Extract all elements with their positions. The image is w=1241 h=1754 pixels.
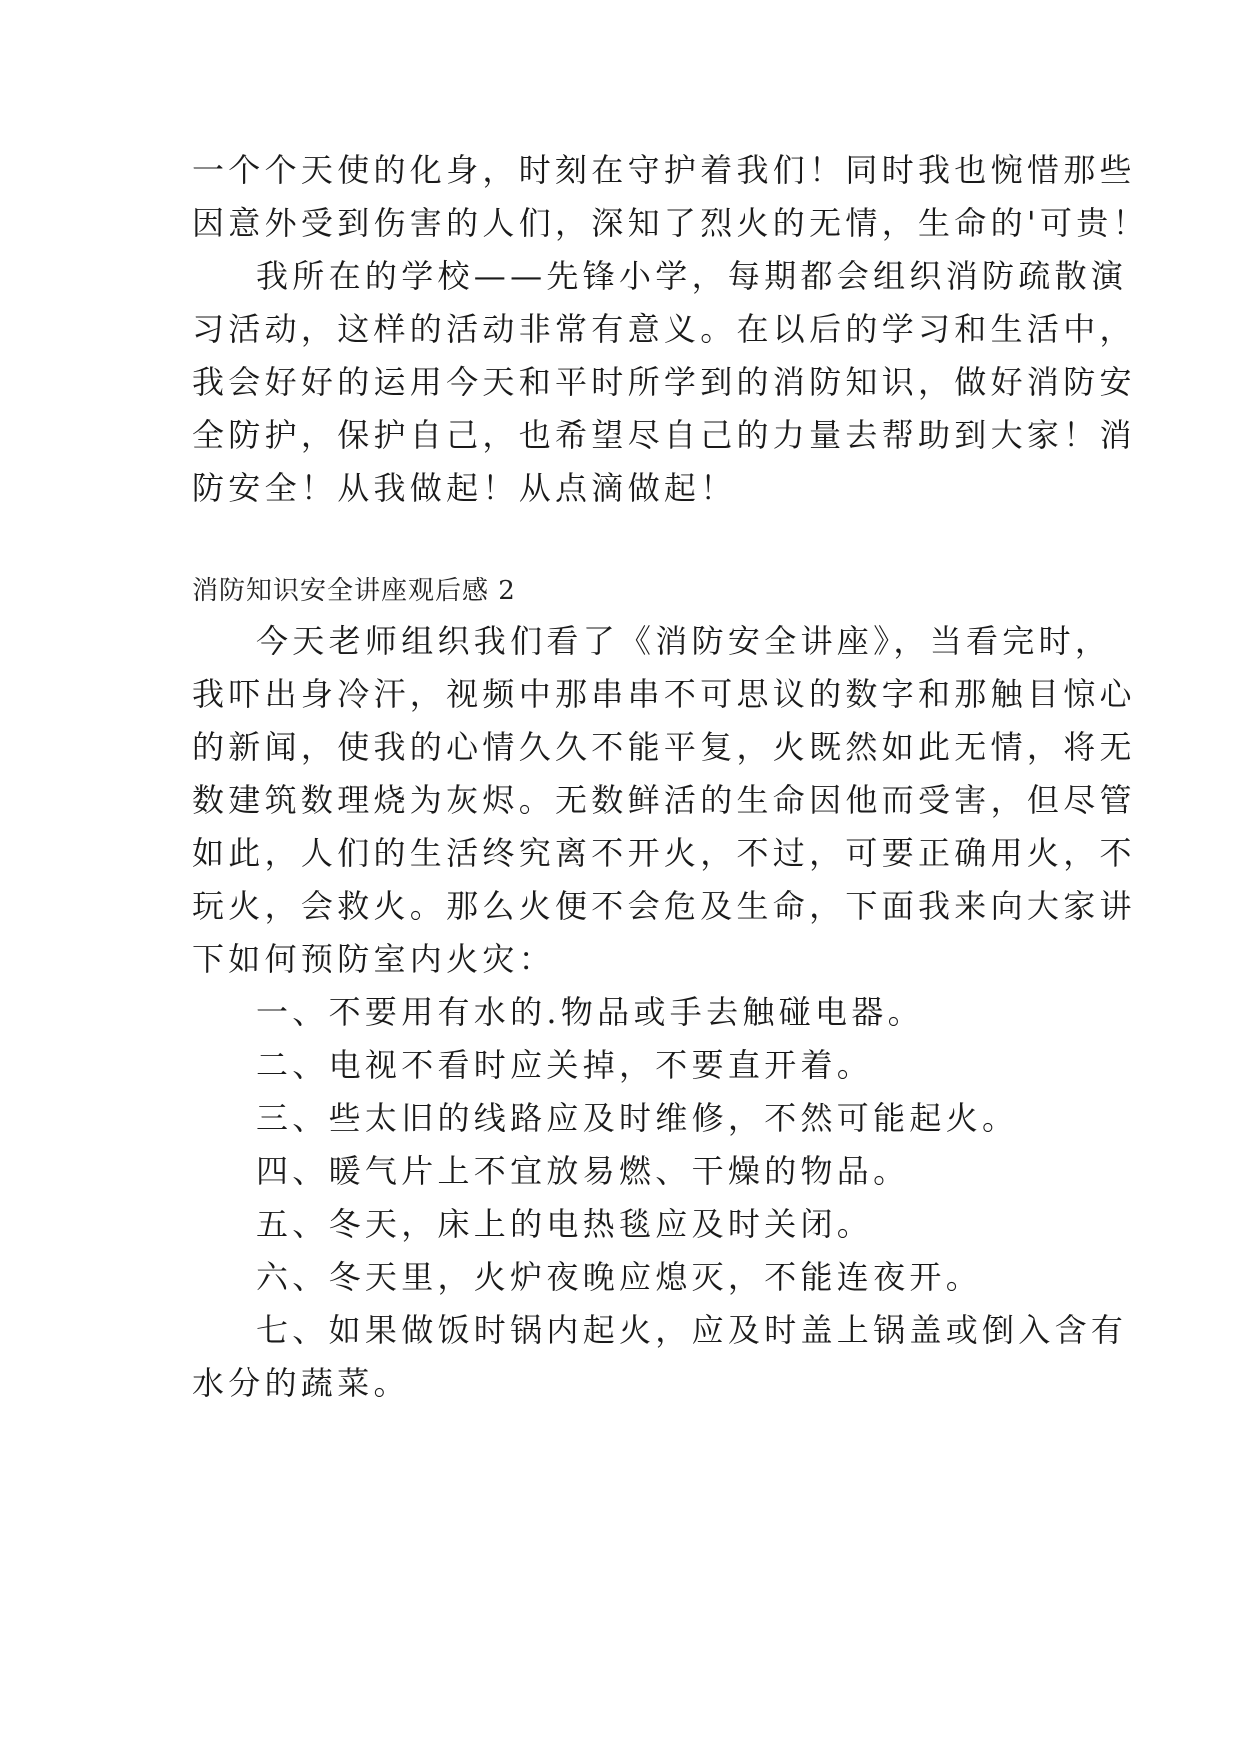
paragraph-line: 我吓出身冷汗，视频中那串串不可思议的数字和那触目惊心 bbox=[192, 675, 1136, 713]
paragraph-line: 全防护，保护自己，也希望尽自己的力量去帮助到大家！消 bbox=[192, 416, 1136, 454]
paragraph-line: 因意外受到伤害的人们，深知了烈火的无情，生命的'可贵！ bbox=[192, 204, 1149, 242]
paragraph-line: 习活动，这样的活动非常有意义。在以后的学习和生活中， bbox=[192, 310, 1136, 348]
paragraph-line: 的新闻，使我的心情久久不能平复，火既然如此无情，将无 bbox=[192, 728, 1136, 766]
list-item: 一、不要用有水的.物品或手去触碰电器。 bbox=[256, 993, 924, 1031]
paragraph-line: 下如何预防室内火灾： bbox=[192, 940, 556, 978]
list-item: 三、些太旧的线路应及时维修，不然可能起火。 bbox=[256, 1099, 1019, 1137]
list-item: 四、暖气片上不宜放易燃、干燥的物品。 bbox=[256, 1152, 910, 1190]
list-item-continuation: 水分的蔬菜。 bbox=[192, 1364, 410, 1402]
paragraph-line: 我会好好的运用今天和平时所学到的消防知识，做好消防安 bbox=[192, 363, 1136, 401]
list-item: 二、电视不看时应关掉，不要直开着。 bbox=[256, 1046, 874, 1084]
paragraph-line: 防安全！从我做起！从点滴做起！ bbox=[192, 469, 737, 507]
paragraph-line: 如此，人们的生活终究离不开火，不过，可要正确用火，不 bbox=[192, 834, 1136, 872]
paragraph-line: 一个个天使的化身，时刻在守护着我们！同时我也惋惜那些 bbox=[192, 151, 1136, 189]
paragraph-line: 数建筑数理烧为灰烬。无数鲜活的生命因他而受害，但尽管 bbox=[192, 781, 1136, 819]
list-item: 六、冬天里，火炉夜晚应熄灭，不能连夜开。 bbox=[256, 1258, 983, 1296]
section-heading: 消防知识安全讲座观后感 2 bbox=[192, 576, 516, 606]
paragraph-line: 今天老师组织我们看了《消防安全讲座》，当看完时， bbox=[256, 622, 1112, 660]
list-item: 七、如果做饭时锅内起火，应及时盖上锅盖或倒入含有 bbox=[256, 1311, 1128, 1349]
paragraph-line: 我所在的学校——先锋小学，每期都会组织消防疏散演 bbox=[256, 257, 1128, 295]
paragraph-line: 玩火，会救火。那么火便不会危及生命，下面我来向大家讲 bbox=[192, 887, 1136, 925]
list-item: 五、冬天，床上的电热毯应及时关闭。 bbox=[256, 1205, 874, 1243]
